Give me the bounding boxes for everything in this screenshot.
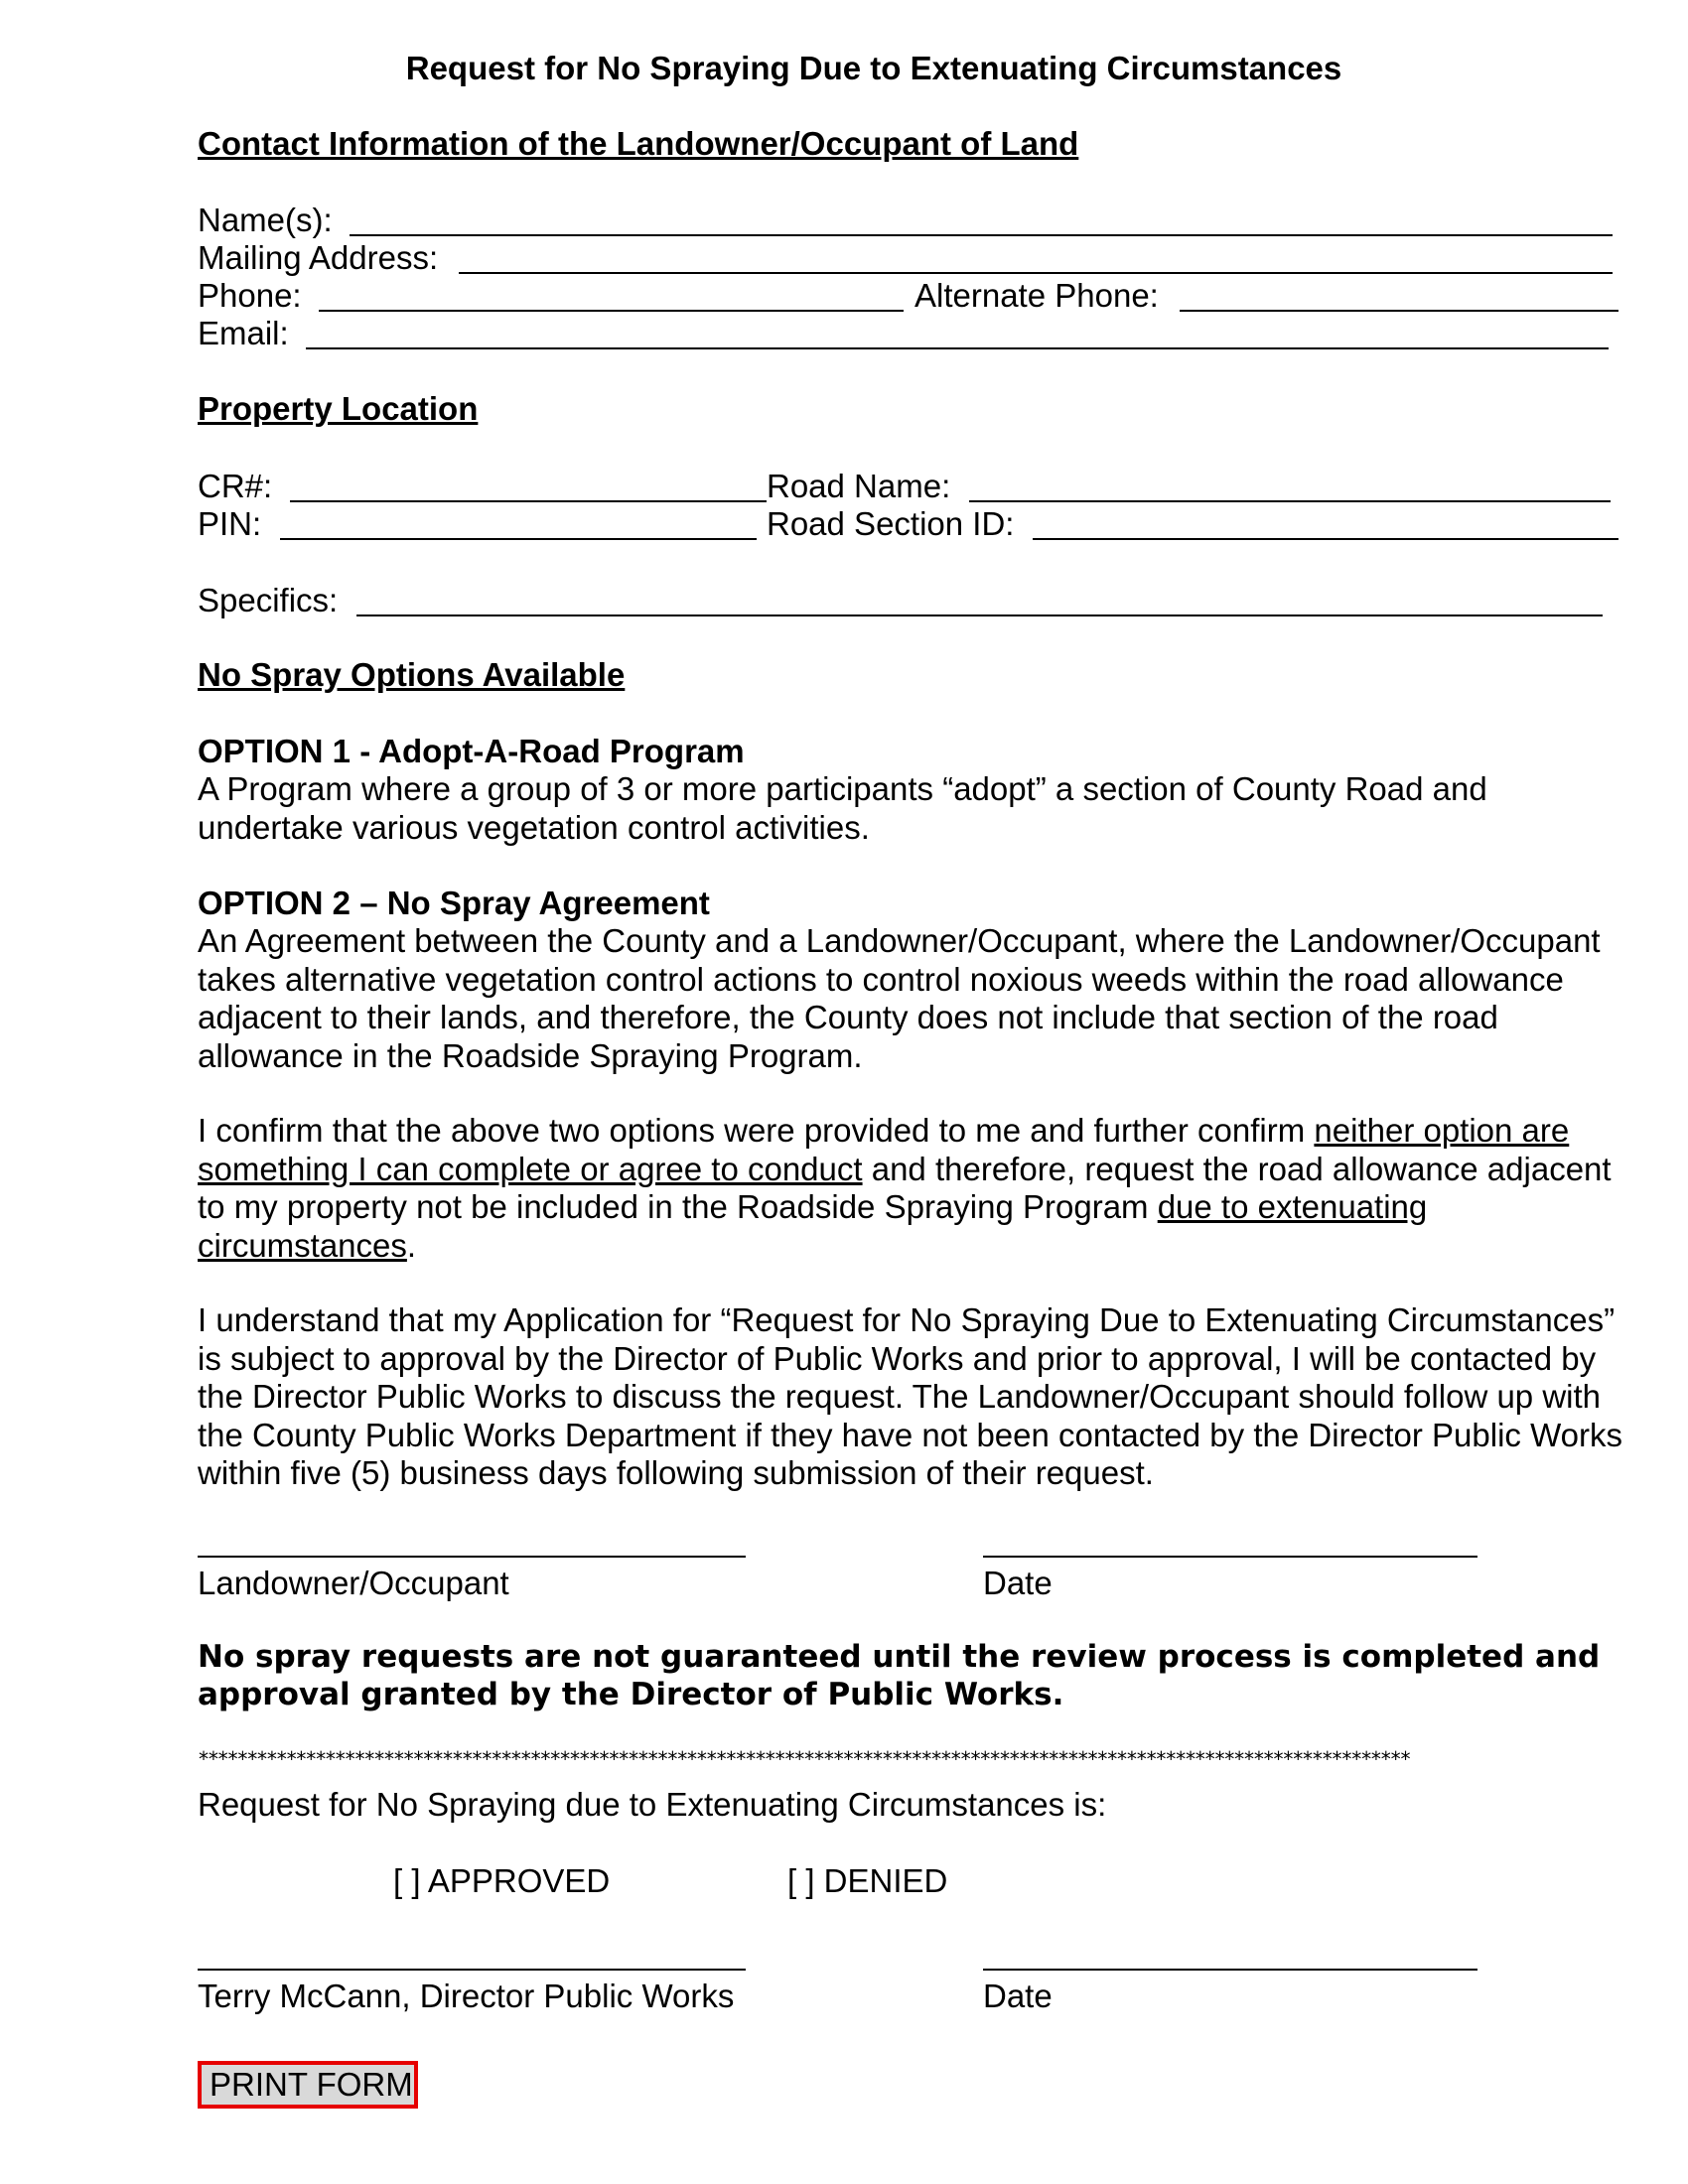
director-date-label: Date	[983, 1978, 1053, 2014]
phone-field[interactable]	[319, 310, 904, 312]
phone-label: Phone:	[198, 277, 302, 314]
landowner-date-line[interactable]	[983, 1556, 1477, 1558]
option2-title: OPTION 2 – No Spray Agreement	[198, 885, 710, 921]
director-date-line[interactable]	[983, 1969, 1477, 1971]
decision-intro: Request for No Spraying due to Extenuating Circumstances is:	[198, 1786, 1107, 1823]
road-name-label: Road Name:	[767, 468, 951, 504]
pin-label: PIN:	[198, 505, 262, 542]
confirmation-underlined-2: due to extenuating circumstances	[198, 1188, 1428, 1264]
mailing-address-field[interactable]	[459, 272, 1613, 274]
print-form-button[interactable]: PRINT FORM	[198, 2061, 418, 2109]
director-label: Terry McCann, Director Public Works	[198, 1978, 735, 2014]
confirmation-underlined-1: neither option are something I can complete or agree to conduct	[198, 1112, 1570, 1187]
road-section-id-field[interactable]	[1033, 538, 1618, 540]
landowner-label: Landowner/Occupant	[198, 1565, 509, 1601]
names-label: Name(s):	[198, 202, 333, 238]
mailing-address-label: Mailing Address:	[198, 239, 439, 276]
alternate-phone-field[interactable]	[1180, 310, 1618, 312]
property-section-heading: Property Location	[198, 390, 479, 427]
landowner-date-label: Date	[983, 1565, 1053, 1601]
understanding-paragraph: I understand that my Application for “Request for No Spraying Due to Extenuating Circumstances” is subject to approval by the Director of Public Works and prior to approval, I will be contacted by the Director Public Works to discuss the request. The Landowner/Occupant should follow up with the County Public Works Department if they have not been contacted by the Director Public Works within five (5) business days following submission of their request.	[198, 1301, 1622, 1491]
email-label: Email:	[198, 315, 289, 351]
alternate-phone-label: Alternate Phone:	[914, 277, 1159, 314]
approved-checkbox[interactable]: [ ] APPROVED	[393, 1862, 611, 1899]
cr-label: CR#:	[198, 468, 273, 504]
road-name-field[interactable]	[969, 500, 1611, 502]
confirmation-text-2: and therefore, request the road allowance adjacent to my property not be included in the Roadside Spraying Program	[198, 1150, 1612, 1225]
director-signature-line[interactable]	[198, 1969, 746, 1971]
confirmation-text-1: I confirm that the above two options were provided to me and further confirm	[198, 1112, 1315, 1149]
confirmation-paragraph	[198, 1112, 1627, 1265]
specifics-label: Specifics:	[198, 582, 339, 618]
cr-field[interactable]	[290, 500, 767, 502]
specifics-field[interactable]	[356, 614, 1603, 616]
option1-description: A Program where a group of 3 or more participants “adopt” a section of County Road and undertake various vegetation control activities.	[198, 770, 1487, 846]
confirmation-text-3: .	[406, 1226, 417, 1264]
contact-section-heading: Contact Information of the Landowner/Occupant of Land	[198, 125, 1079, 162]
page-title: Request for No Spraying Due to Extenuating Circumstances	[405, 50, 1342, 86]
landowner-signature-line[interactable]	[198, 1556, 746, 1558]
options-section-heading: No Spray Options Available	[198, 656, 626, 693]
denied-checkbox[interactable]: [ ] DENIED	[787, 1862, 948, 1899]
pin-field[interactable]	[280, 538, 757, 540]
option1-title: OPTION 1 - Adopt-A-Road Program	[198, 733, 745, 769]
email-field[interactable]	[306, 347, 1609, 349]
road-section-id-label: Road Section ID:	[767, 505, 1015, 542]
names-field[interactable]	[350, 234, 1613, 236]
separator-line: ****************************************************************************************************************************	[198, 1747, 1410, 1771]
approval-notice: No spray requests are not guaranteed until the review process is completed and approval granted by the Director of Public Works.	[198, 1639, 1601, 1712]
option2-description: An Agreement between the County and a Landowner/Occupant, where the Landowner/Occupant takes alternative vegetation control actions to control noxious weeds within the road allowance adjacent to their lands, and therefore, the County does not include that section of the road allowance in the Roadside Spraying Program.	[198, 922, 1601, 1074]
